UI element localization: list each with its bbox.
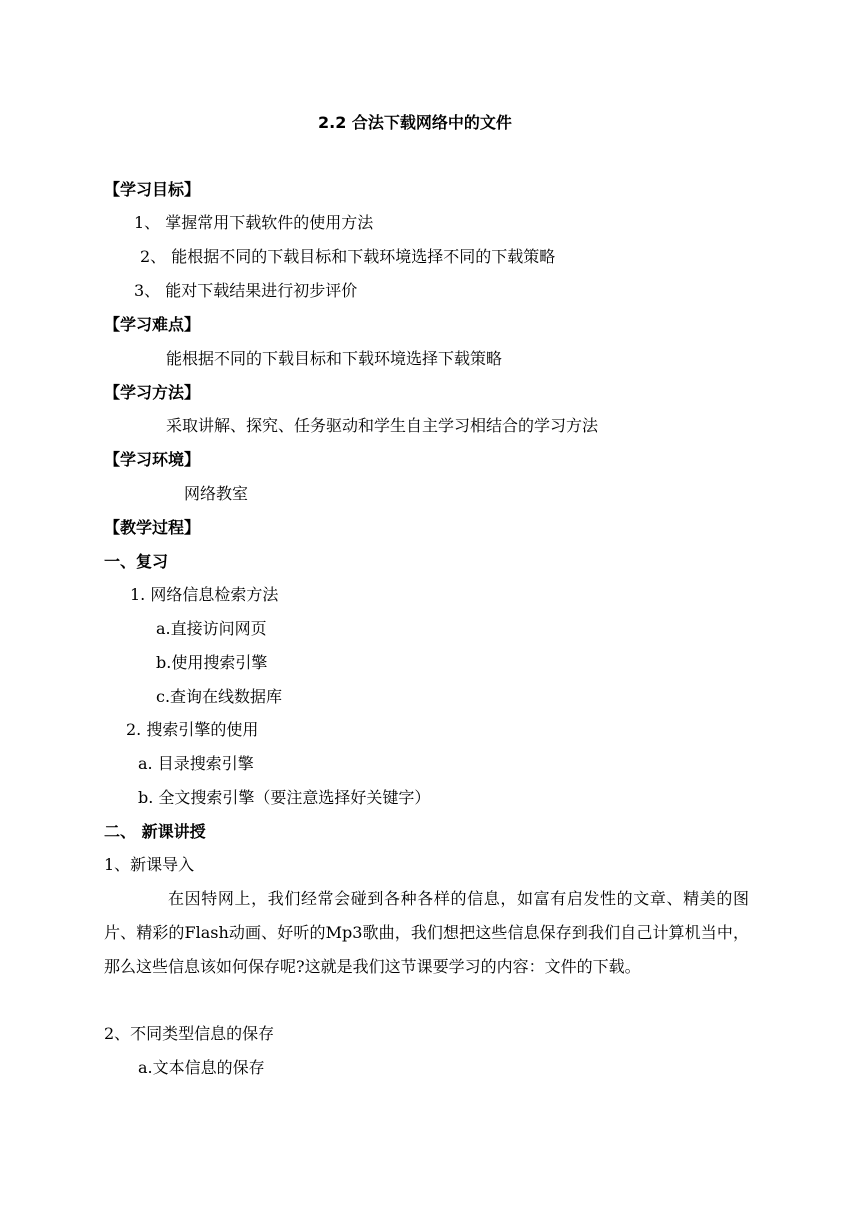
- environment-text: 网络教室: [184, 484, 249, 503]
- saving-sub-a: a.文本信息的保存: [138, 1058, 265, 1077]
- review-sub-b: b.使用搜索引擎: [156, 653, 268, 672]
- review-item-2: 2. 搜索引擎的使用: [126, 720, 259, 739]
- method-text: 采取讲解、探究、任务驱动和学生自主学习相结合的学习方法: [166, 416, 599, 435]
- new-lesson-heading: 二、 新课讲授: [104, 822, 206, 841]
- document-title: 2.2 合法下载网络中的文件: [318, 113, 512, 132]
- review-item-1: 1. 网络信息检索方法: [130, 585, 279, 604]
- review-sub-c: c.查询在线数据库: [156, 687, 283, 706]
- process-heading: 【教学过程】: [104, 518, 201, 537]
- review-heading: 一、复习: [104, 552, 169, 571]
- objective-item-1: 1、 掌握常用下载软件的使用方法: [134, 213, 374, 232]
- difficulty-text: 能根据不同的下载目标和下载环境选择下载策略: [166, 349, 503, 368]
- review-sub2-b: b. 全文搜索引擎（要注意选择好关键字）: [138, 788, 431, 807]
- review-sub2-a: a. 目录搜索引擎: [138, 754, 254, 773]
- objectives-heading: 【学习目标】: [104, 180, 201, 199]
- saving-heading: 2、不同类型信息的保存: [104, 1024, 275, 1043]
- objective-item-2: 2、 能根据不同的下载目标和下载环境选择不同的下载策略: [140, 247, 556, 266]
- intro-paragraph: 在因特网上，我们经常会碰到各种各样的信息，如富有启发性的文章、精美的图片、精彩的Flash动画、好听的Mp3歌曲，我们想把这些信息保存到我们自己计算机当中，那么这些信息该如何保存呢?这就是我们这节课要学习的内容：文件的下载。: [104, 889, 749, 976]
- method-heading: 【学习方法】: [104, 383, 201, 402]
- objective-item-3: 3、 能对下载结果进行初步评价: [134, 281, 358, 300]
- difficulty-heading: 【学习难点】: [104, 315, 201, 334]
- environment-heading: 【学习环境】: [104, 450, 201, 469]
- review-sub-a: a.直接访问网页: [156, 619, 267, 638]
- intro-heading: 1、新课导入: [104, 855, 195, 874]
